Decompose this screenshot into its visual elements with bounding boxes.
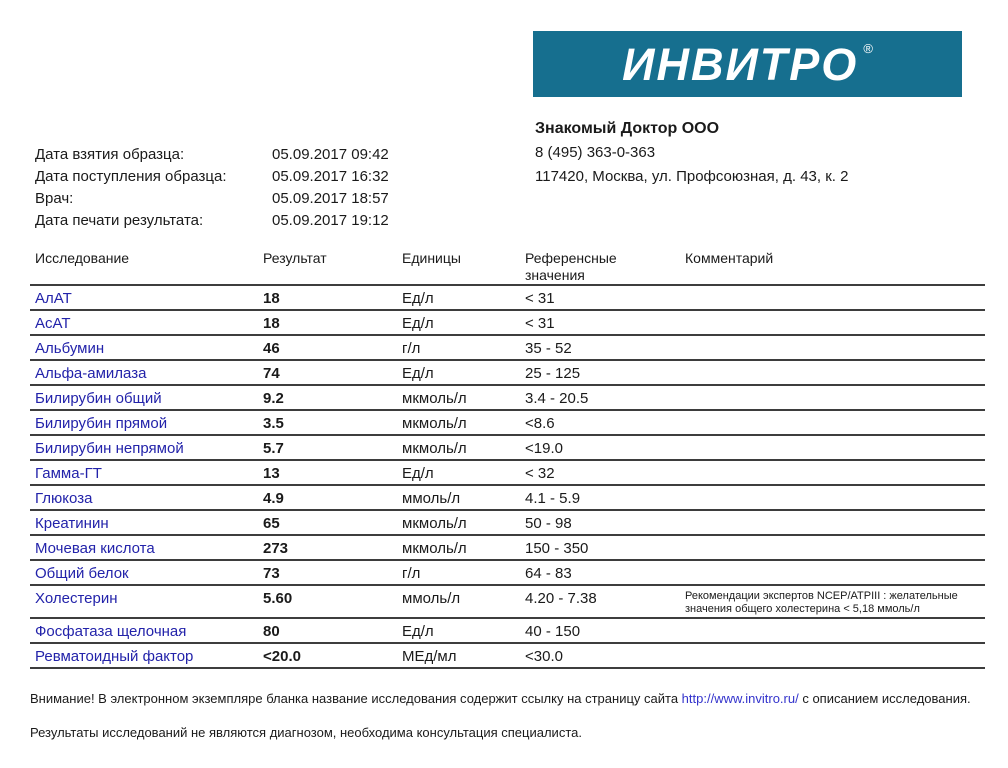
test-result: 3.5 [263, 415, 284, 432]
test-result: 73 [263, 565, 280, 582]
test-units: мкмоль/л [402, 440, 467, 457]
date-row-sample-taken [35, 144, 389, 166]
test-result: 273 [263, 540, 289, 557]
notice-text-before: Внимание! В электронном экземпляре бланка название исследования содержит ссылку на страницу сайта [30, 691, 682, 706]
test-result: 4.9 [263, 490, 284, 507]
results-table-body [30, 286, 985, 669]
test-name-link[interactable]: Билирубин прямой [35, 415, 168, 432]
test-units: мкмоль/л [402, 540, 467, 557]
test-reference-range: 40 - 150 [525, 623, 581, 640]
test-units: г/л [402, 340, 421, 357]
results-disclaimer: Результаты исследований не являются диагнозом, необходима консультация специалиста. [30, 725, 582, 740]
column-header-units: Единицы [402, 250, 461, 266]
table-row [30, 286, 985, 311]
test-name-link[interactable]: АлАТ [35, 290, 72, 307]
table-row [30, 536, 985, 561]
test-reference-range: 50 - 98 [525, 515, 572, 532]
test-result: 5.60 [263, 590, 293, 607]
column-header-comment: Комментарий [685, 250, 774, 266]
footer-notices [30, 688, 976, 743]
test-comment: Рекомендации экспертов NCEP/ATPIII : желательные значения общего холестерина < 5,18 ммоль/л [685, 590, 958, 615]
test-result: 80 [263, 623, 280, 640]
table-row [30, 511, 985, 536]
test-name-link[interactable]: АсАТ [35, 315, 71, 332]
organization-info [535, 117, 848, 189]
test-reference-range: 4.1 - 5.9 [525, 490, 581, 507]
test-units: МЕд/мл [402, 648, 457, 665]
registered-trademark-icon: ® [863, 40, 873, 56]
test-reference-range: 25 - 125 [525, 365, 581, 382]
test-result: 46 [263, 340, 280, 357]
test-comment [680, 465, 985, 483]
date-row-printed [35, 210, 389, 232]
table-row [30, 586, 985, 619]
test-result: 74 [263, 365, 280, 382]
date-label: Дата взятия образца: [35, 146, 185, 163]
test-result: 9.2 [263, 390, 284, 407]
test-comment [680, 515, 985, 533]
test-comment [680, 365, 985, 383]
organization-address: 117420, Москва, ул. Профсоюзная, д. 43, к. 2 [535, 168, 849, 185]
test-reference-range: 150 - 350 [525, 540, 589, 557]
table-row [30, 561, 985, 586]
test-reference-range: 3.4 - 20.5 [525, 390, 589, 407]
table-row [30, 311, 985, 336]
test-comment [680, 340, 985, 358]
electronic-form-notice [30, 688, 976, 709]
test-name-link[interactable]: Общий белок [35, 565, 129, 582]
test-result: 65 [263, 515, 280, 532]
test-reference-range: 35 - 52 [525, 340, 572, 357]
test-name-link[interactable]: Мочевая кислота [35, 540, 155, 557]
test-comment [680, 565, 985, 583]
test-units: мкмоль/л [402, 515, 467, 532]
test-name-link[interactable]: Гамма-ГТ [35, 465, 102, 482]
test-comment [680, 315, 985, 333]
test-units: ммоль/л [402, 490, 461, 507]
test-comment [680, 415, 985, 433]
test-reference-range: < 32 [525, 465, 555, 482]
test-comment [680, 290, 985, 308]
test-units: мкмоль/л [402, 415, 467, 432]
table-row [30, 486, 985, 511]
test-name-link[interactable]: Ревматоидный фактор [35, 648, 194, 665]
results-table-header [30, 248, 985, 286]
table-row [30, 361, 985, 386]
test-units: ммоль/л [402, 590, 461, 607]
test-name-link[interactable]: Альбумин [35, 340, 105, 357]
test-units: г/л [402, 565, 421, 582]
test-units: Ед/л [402, 315, 434, 332]
date-value: 05.09.2017 19:12 [272, 212, 389, 229]
test-reference-range: 4.20 - 7.38 [525, 590, 597, 607]
test-reference-range: < 31 [525, 290, 555, 307]
invitro-logo-text: ИНВИТРО [622, 38, 859, 90]
test-units: Ед/л [402, 465, 434, 482]
notice-text-after: с описанием исследования. [798, 691, 971, 706]
test-units: Ед/л [402, 365, 434, 382]
test-comment [680, 648, 985, 666]
invitro-logo [533, 31, 962, 97]
test-comment [680, 623, 985, 641]
test-comment [680, 540, 985, 558]
test-name-link[interactable]: Альфа-амилаза [35, 365, 147, 382]
test-reference-range: 64 - 83 [525, 565, 572, 582]
date-label: Дата печати результата: [35, 212, 204, 229]
table-row [30, 644, 985, 669]
organization-phone: 8 (495) 363-0-363 [535, 144, 656, 161]
results-table [30, 248, 985, 669]
test-name-link[interactable]: Холестерин [35, 590, 118, 607]
table-row [30, 411, 985, 436]
test-result: 18 [263, 315, 280, 332]
test-units: Ед/л [402, 290, 434, 307]
test-name-link[interactable]: Билирубин непрямой [35, 440, 184, 457]
invitro-site-link[interactable]: http://www.invitro.ru/ [681, 691, 799, 706]
column-header-result: Результат [263, 250, 327, 266]
test-reference-range: < 31 [525, 315, 555, 332]
test-name-link[interactable]: Глюкоза [35, 490, 93, 507]
sample-dates [35, 144, 389, 232]
table-row [30, 386, 985, 411]
test-reference-range: <8.6 [525, 415, 555, 432]
test-result: 5.7 [263, 440, 284, 457]
test-result: <20.0 [263, 648, 301, 665]
date-value: 05.09.2017 09:42 [272, 146, 389, 163]
date-row-doctor [35, 188, 389, 210]
test-units: мкмоль/л [402, 390, 467, 407]
date-row-sample-received [35, 166, 389, 188]
table-row [30, 336, 985, 361]
column-header-reference: Референсные значения [525, 250, 617, 283]
test-result: 18 [263, 290, 280, 307]
test-name-link[interactable]: Фосфатаза щелочная [35, 623, 187, 640]
test-units: Ед/л [402, 623, 434, 640]
date-label: Дата поступления образца: [35, 168, 227, 185]
date-value: 05.09.2017 16:32 [272, 168, 389, 185]
test-result: 13 [263, 465, 280, 482]
organization-name: Знакомый Доктор ООО [535, 120, 720, 137]
date-value: 05.09.2017 18:57 [272, 190, 389, 207]
test-comment [680, 440, 985, 458]
test-name-link[interactable]: Креатинин [35, 515, 109, 532]
table-row [30, 461, 985, 486]
date-label: Врач: [35, 190, 74, 207]
test-reference-range: <30.0 [525, 648, 563, 665]
test-comment [680, 490, 985, 508]
test-comment [680, 390, 985, 408]
test-name-link[interactable]: Билирубин общий [35, 390, 162, 407]
table-row [30, 436, 985, 461]
test-reference-range: <19.0 [525, 440, 563, 457]
column-header-test: Исследование [35, 250, 130, 266]
table-row [30, 619, 985, 644]
